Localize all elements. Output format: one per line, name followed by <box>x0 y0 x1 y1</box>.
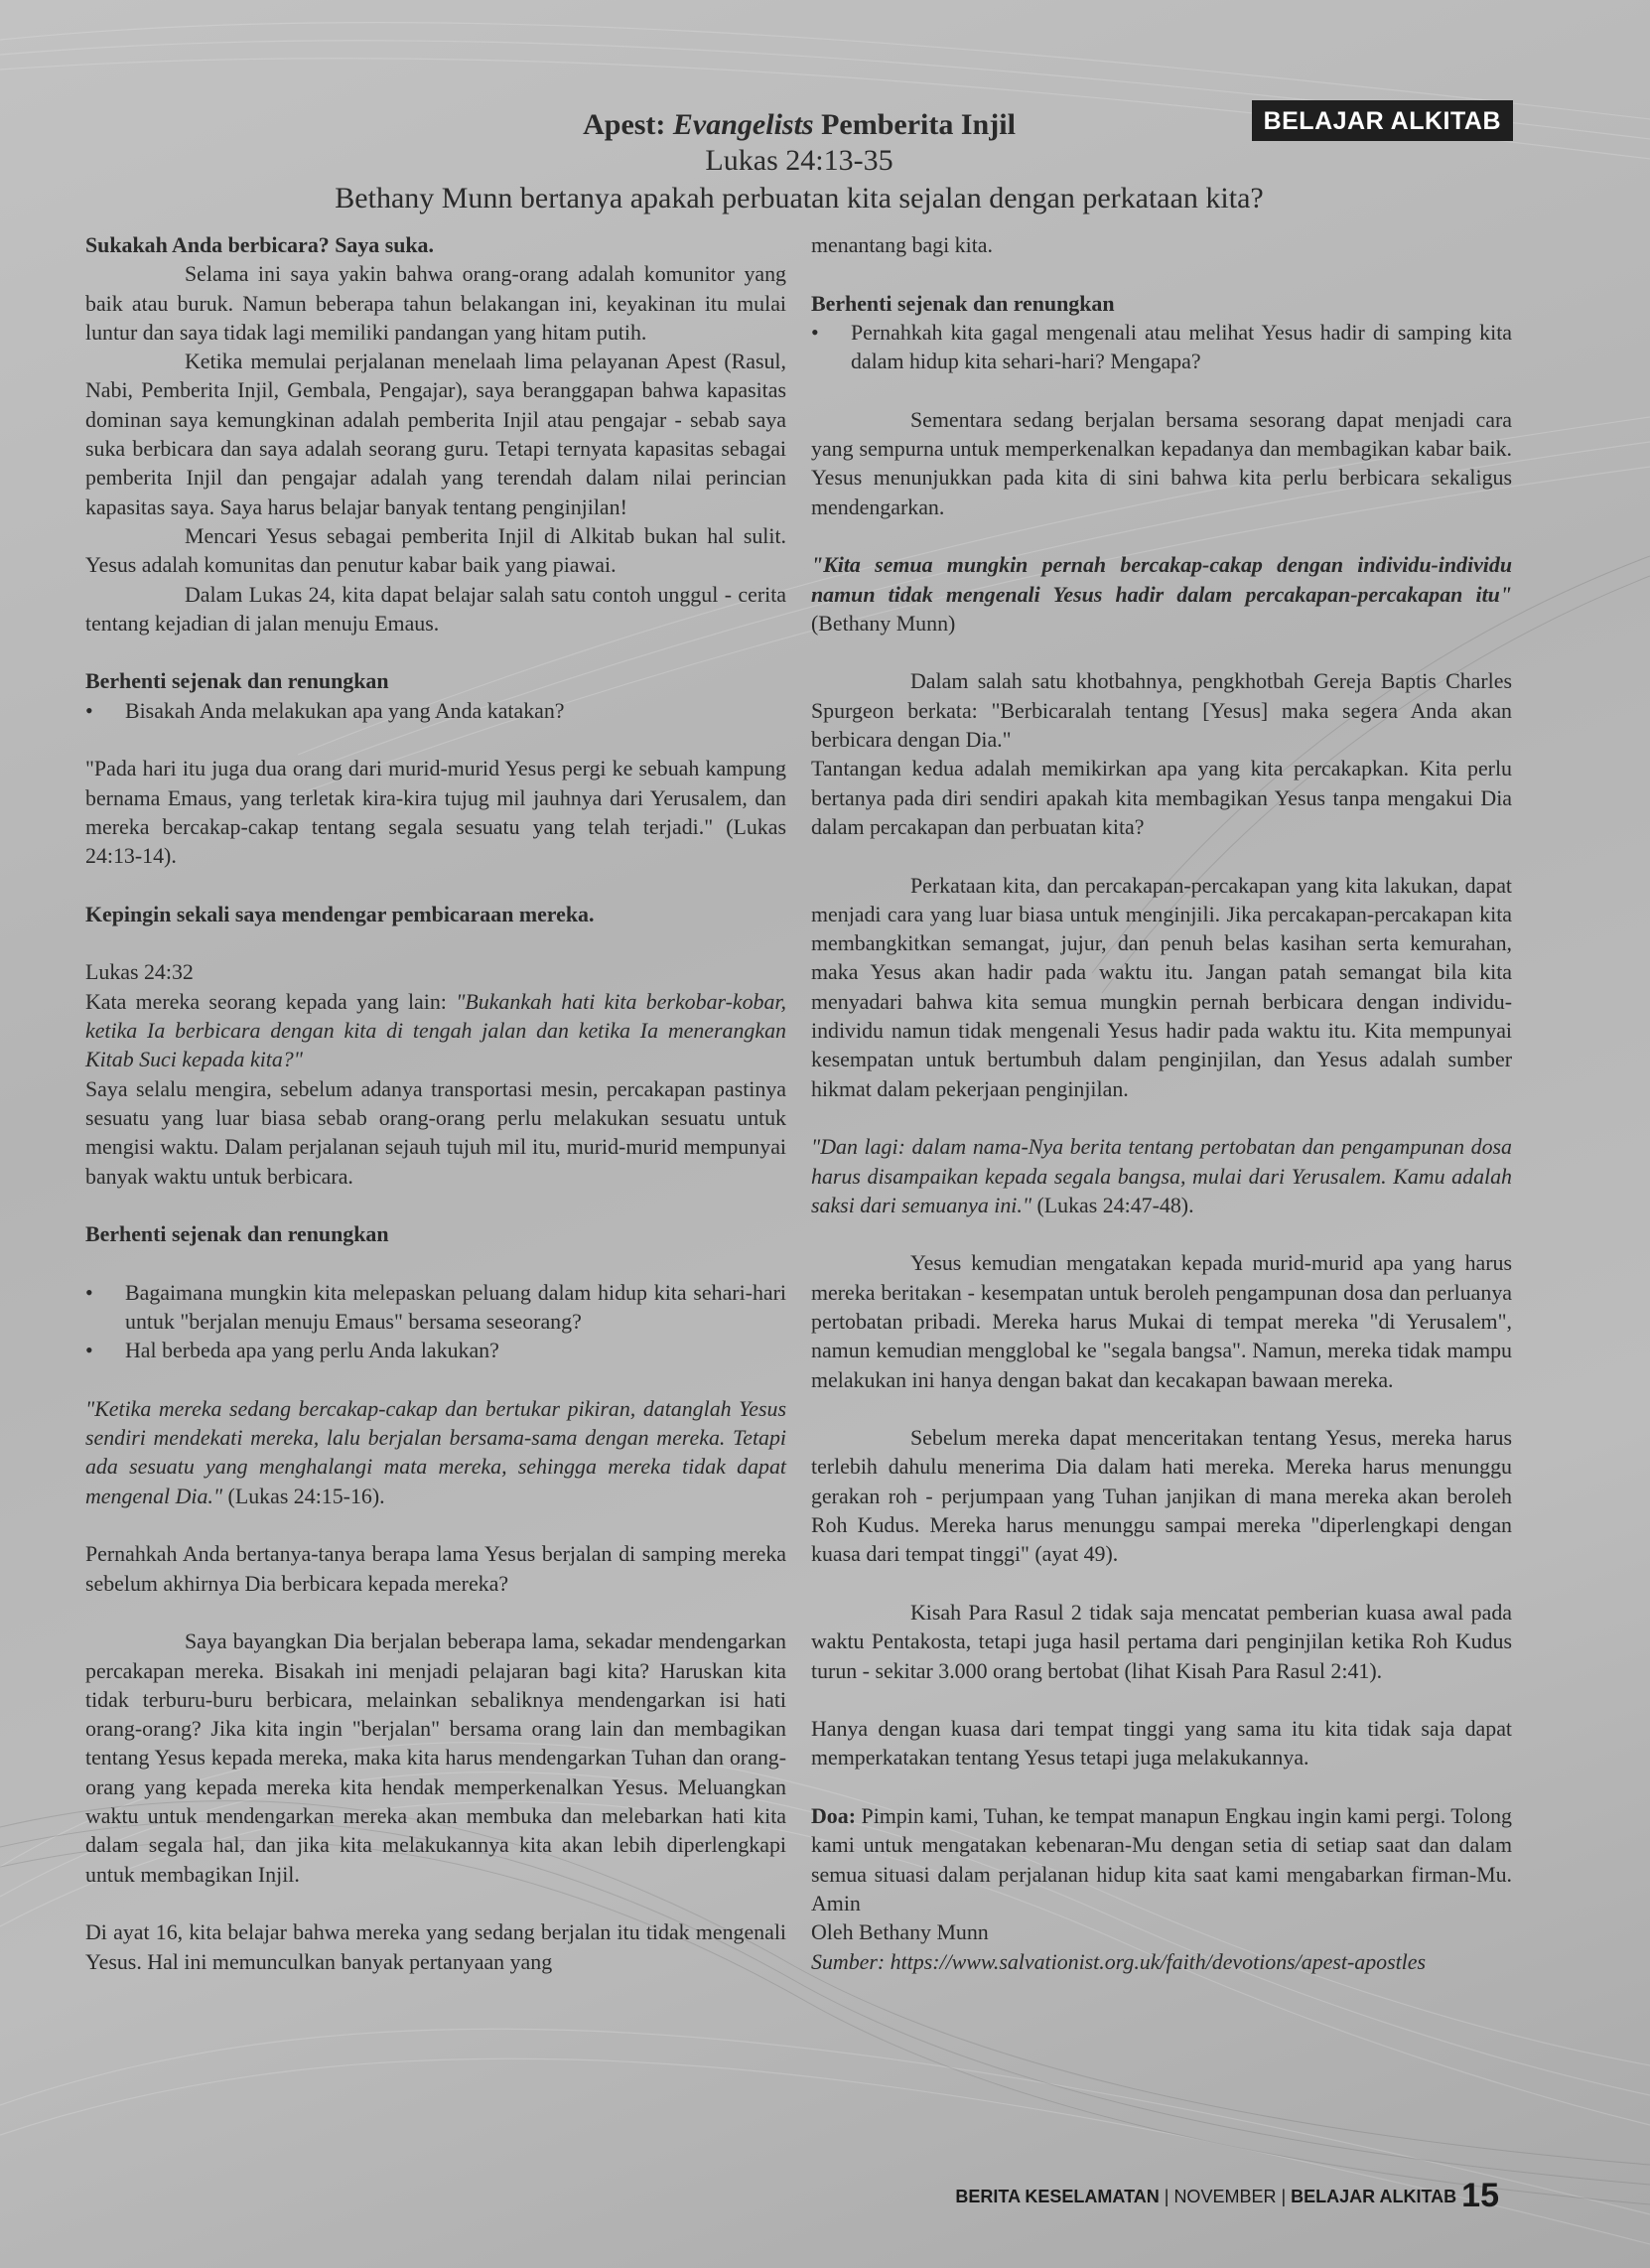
scripture-quote: "Ketika mereka sedang bercakap-cakap dan bertukar pikiran, datanglah Yesus sendiri mendekati mereka, lalu berjalan bersama-sama dengan mereka. Tetapi ada sesuatu yang menghalangi mata mereka, sehingga mereka tidak dapat mengenal Dia." (Lukas 24:15-16). <box>85 1395 786 1508</box>
article-header <box>0 107 1598 218</box>
scripture-quote: Kata mereka seorang kepada yang lain: "Bukankah hati kita berkobar-kobar, ketika Ia berbicara dengan kita di tengah jalan dan ketika Ia menerangkan Kitab Suci kepada kita?" <box>85 988 786 1072</box>
prayer: Doa: Pimpin kami, Tuhan, ke tempat manapun Engkau ingin kami pergi. Tolong kami untuk mengatakan kebenaran-Mu dengan setia di setiap saat dan dalam semua situasi dalam perjalanan hidup kita saat kami mengabarkan firman-Mu. Amin <box>811 1803 1512 1915</box>
scripture-quote: "Dan lagi: dalam nama-Nya berita tentang pertobatan dan pengampunan dosa harus disampaikan kepada segala bangsa, mulai dari Yerusalem. Kamu adalah saksi dari semuanya ini." (Lukas 24:47-48). <box>811 1134 1512 1217</box>
paragraph: Mencari Yesus sebagai pemberita Injil di Alkitab bukan hal sulit. Yesus adalah komunitas dan penutur kabar baik yang piawai. <box>85 522 786 578</box>
paragraph: Hanya dengan kuasa dari tempat tinggi yang sama itu kita tidak saja dapat memperkatakan tentang Yesus tetapi juga melakukannya. <box>811 1716 1512 1771</box>
left-column <box>85 230 786 1976</box>
paragraph: Yesus kemudian mengatakan kepada murid-murid apa yang harus mereka beritakan - kesempatan untuk beroleh pengampunan dosa dan perluanya pertobatan pribadi. Mereka harus Mukai di tempat mereka "di Yerusalem", namun kemudian mengglobal ke "segala bangsa". Namun, mereka tidak mampu melakukan ini hanya dengan bakat dan kecakapan bawaan mereka. <box>811 1250 1512 1392</box>
right-column <box>811 230 1512 1976</box>
paragraph: Sementara sedang berjalan bersama sesorang dapat menjadi cara yang sempurna untuk memperkenalkan kepadanya dan membagikan kabar baik. Yesus menunjukkan pada kita di sini bahwa kita perlu berbicara sekaligus mendengarkan. <box>811 406 1512 519</box>
article-title <box>0 107 1598 143</box>
paragraph: Saya selalu mengira, sebelum adanya transportasi mesin, percakapan pastinya sesuatu yang luar biasa sebab orang-orang perlu melakukan sesuatu untuk mengisi waktu. Dalam perjalanan sejauh tujuh mil itu, murid-murid mempunyai banyak waktu untuk berbicara. <box>85 1075 786 1189</box>
title-italic: Evangelists <box>672 108 814 141</box>
section-badge: BELAJAR ALKITAB <box>1252 100 1513 141</box>
heading: Sukakah Anda berbicara? Saya suka. <box>85 232 434 257</box>
title-suffix: Pemberita Injil <box>813 108 1016 141</box>
paragraph: Di ayat 16, kita belajar bahwa mereka yang sedang berjalan itu tidak mengenali Yesus. Hal ini memunculkan banyak pertanyaan yang <box>85 1919 786 1974</box>
paragraph: Kisah Para Rasul 2 tidak saja mencatat pemberian kuasa awal pada waktu Pentakosta, tetapi juga hasil pertama dari penginjilan ketika Roh Kudus turun - sekitar 3.000 orang bertobat (lihat Kisah Para Rasul 2:41). <box>811 1599 1512 1683</box>
scripture-reference: Lukas 24:13-35 <box>705 144 894 177</box>
paragraph: menantang bagi kita. <box>811 232 993 257</box>
heading: Berhenti sejenak dan renungkan <box>85 1221 389 1247</box>
source-line: Sumber: https://www.salvationist.org.uk/faith/devotions/apest-apostles <box>811 1948 1426 1974</box>
bullet-item: • Bisakah Anda melakukan apa yang Anda katakan? <box>85 697 565 723</box>
paragraph: Dalam salah satu khotbahnya, pengkhotbah Gereja Baptis Charles Spurgeon berkata: "Berbicaralah tentang [Yesus] maka segera Anda akan berbicara dengan Dia." <box>811 668 1512 753</box>
author-line: Oleh Bethany Munn <box>811 1919 989 1945</box>
page-number: 15 <box>1461 2177 1499 2214</box>
page-footer: BERITA KESELAMATAN | NOVEMBER | BELAJAR ALKITAB 15 <box>955 2177 1499 2214</box>
paragraph: Selama ini saya yakin bahwa orang-orang adalah komunitor yang baik atau buruk. Namun beberapa tahun belakangan ini, keyakinan itu mulai luntur dan saya tidak lagi memiliki pandangan yang hitam putih. <box>85 261 786 345</box>
magazine-name: BERITA KESELAMATAN <box>955 2187 1160 2206</box>
paragraph: Ketika memulai perjalanan menelaah lima pelayanan Apest (Rasul, Nabi, Pemberita Injil, Gembala, Pengajar), saya beranggapan bahwa kapasitas dominan saya kemungkinan adalah pemberita Injil atau pengajar - sebab saya suka berbicara dan saya adalah seorang guru. Tetapi ternyata kapasitas sebagai pemberita Injil dan pengajar adalah yang terendah dalam nilai perincian kapasitas saya. Saya harus belajar banyak tentang penginjilan! <box>85 349 786 519</box>
scripture-reference: Lukas 24:32 <box>85 959 194 985</box>
heading: Berhenti sejenak dan renungkan <box>811 290 1115 316</box>
paragraph: Perkataan kita, dan percakapan-percakapan yang kita lakukan, dapat menjadi cara yang luar biasa untuk menginjili. Jika percakapan-percakapan kita membangkitkan semangat, jujur, dan penuh belas kasihan serta kemurahan, maka Yesus akan hadir pada waktu itu. Jangan patah semangat bila kita menyadari bahwa kita semua mungkin pernah berbicara dengan individu-individu namun tidak mengenali Yesus hadir pada waktu itu. Kita mempunyai kesempatan untuk bertumbuh dalam penginjilan, dan Yesus adalah sumber hikmat dalam pekerjaan penginjilan. <box>811 872 1512 1101</box>
bullet-item: • Hal berbeda apa yang perlu Anda lakukan? <box>85 1338 499 1363</box>
pull-quote: "Kita semua mungkin pernah bercakap-cakap dengan individu-individu namun tidak mengenali Yesus hadir dalam percakapan-percakapan itu" (Bethany Munn) <box>811 552 1512 636</box>
article-subtitle: Bethany Munn bertanya apakah perbuatan kita sejalan dengan perkataan kita? <box>335 182 1264 214</box>
issue-month: NOVEMBER <box>1173 2187 1277 2206</box>
paragraph: Tantangan kedua adalah memikirkan apa yang kita percakapkan. Kita perlu bertanya pada diri sendiri apakah kita membagikan Yesus tanpa mengakui Dia dalam percakapan dan perbuatan kita? <box>811 756 1512 839</box>
scripture-quote: "Pada hari itu juga dua orang dari murid-murid Yesus pergi ke sebuah kampung bernama Emaus, yang terletak kira-kira tujug mil jauhnya dari Yerusalem, dan mereka bercakap-cakap tentang segala sesuatu yang telah terjadi." (Lukas 24:13-14). <box>85 756 786 869</box>
paragraph: Saya bayangkan Dia berjalan beberapa lama, sekadar mendengarkan percakapan mereka. Bisakah ini menjadi pelajaran bagi kita? Haruskan kita tidak terburu-buru berbicara, melainkan sebaliknya mendengarkan isi hati orang-orang? Jika kita ingin "berjalan" bersama orang lain dan membagikan tentang Yesus kepada mereka, maka kita harus mendengarkan Tuhan dan orang-orang yang kepada mereka kita hendak memperkenalkan Yesus. Meluangkan waktu untuk mendengarkan mereka akan membuka dan melebarkan hati kita dalam segala hal, dan jika kita melakukannya kita akan lebih diperlengkapi untuk membagikan Injil. <box>85 1629 786 1887</box>
bullet-item: • Pernahkah kita gagal mengenali atau melihat Yesus hadir di samping kita dalam hidup kita sehari-hari? Mengapa? <box>811 319 1512 374</box>
heading: Kepingin sekali saya mendengar pembicaraan mereka. <box>85 901 595 926</box>
paragraph: Pernahkah Anda bertanya-tanya berapa lama Yesus berjalan di samping mereka sebelum akhirnya Dia berbicara kepada mereka? <box>85 1541 786 1596</box>
section-name: BELAJAR ALKITAB <box>1291 2187 1457 2206</box>
title-prefix: Apest: <box>583 108 673 141</box>
paragraph: Dalam Lukas 24, kita dapat belajar salah satu contoh unggul - cerita tentang kejadian di jalan menuju Emaus. <box>85 581 786 636</box>
heading: Berhenti sejenak dan renungkan <box>85 668 389 694</box>
bullet-item: • Bagaimana mungkin kita melepaskan peluang dalam hidup kita sehari-hari untuk "berjalan menuju Emaus" bersama seseorang? <box>85 1279 786 1334</box>
paragraph: Sebelum mereka dapat menceritakan tentang Yesus, mereka harus terlebih dahulu menerima Dia dalam hati mereka. Mereka harus menunggu gerakan roh - perjumpaan yang Tuhan janjikan di mana mereka akan beroleh Roh Kudus. Mereka harus menunggu sampai mereka "diperlengkapi dengan kuasa dari tempat tinggi" (ayat 49). <box>811 1425 1512 1567</box>
